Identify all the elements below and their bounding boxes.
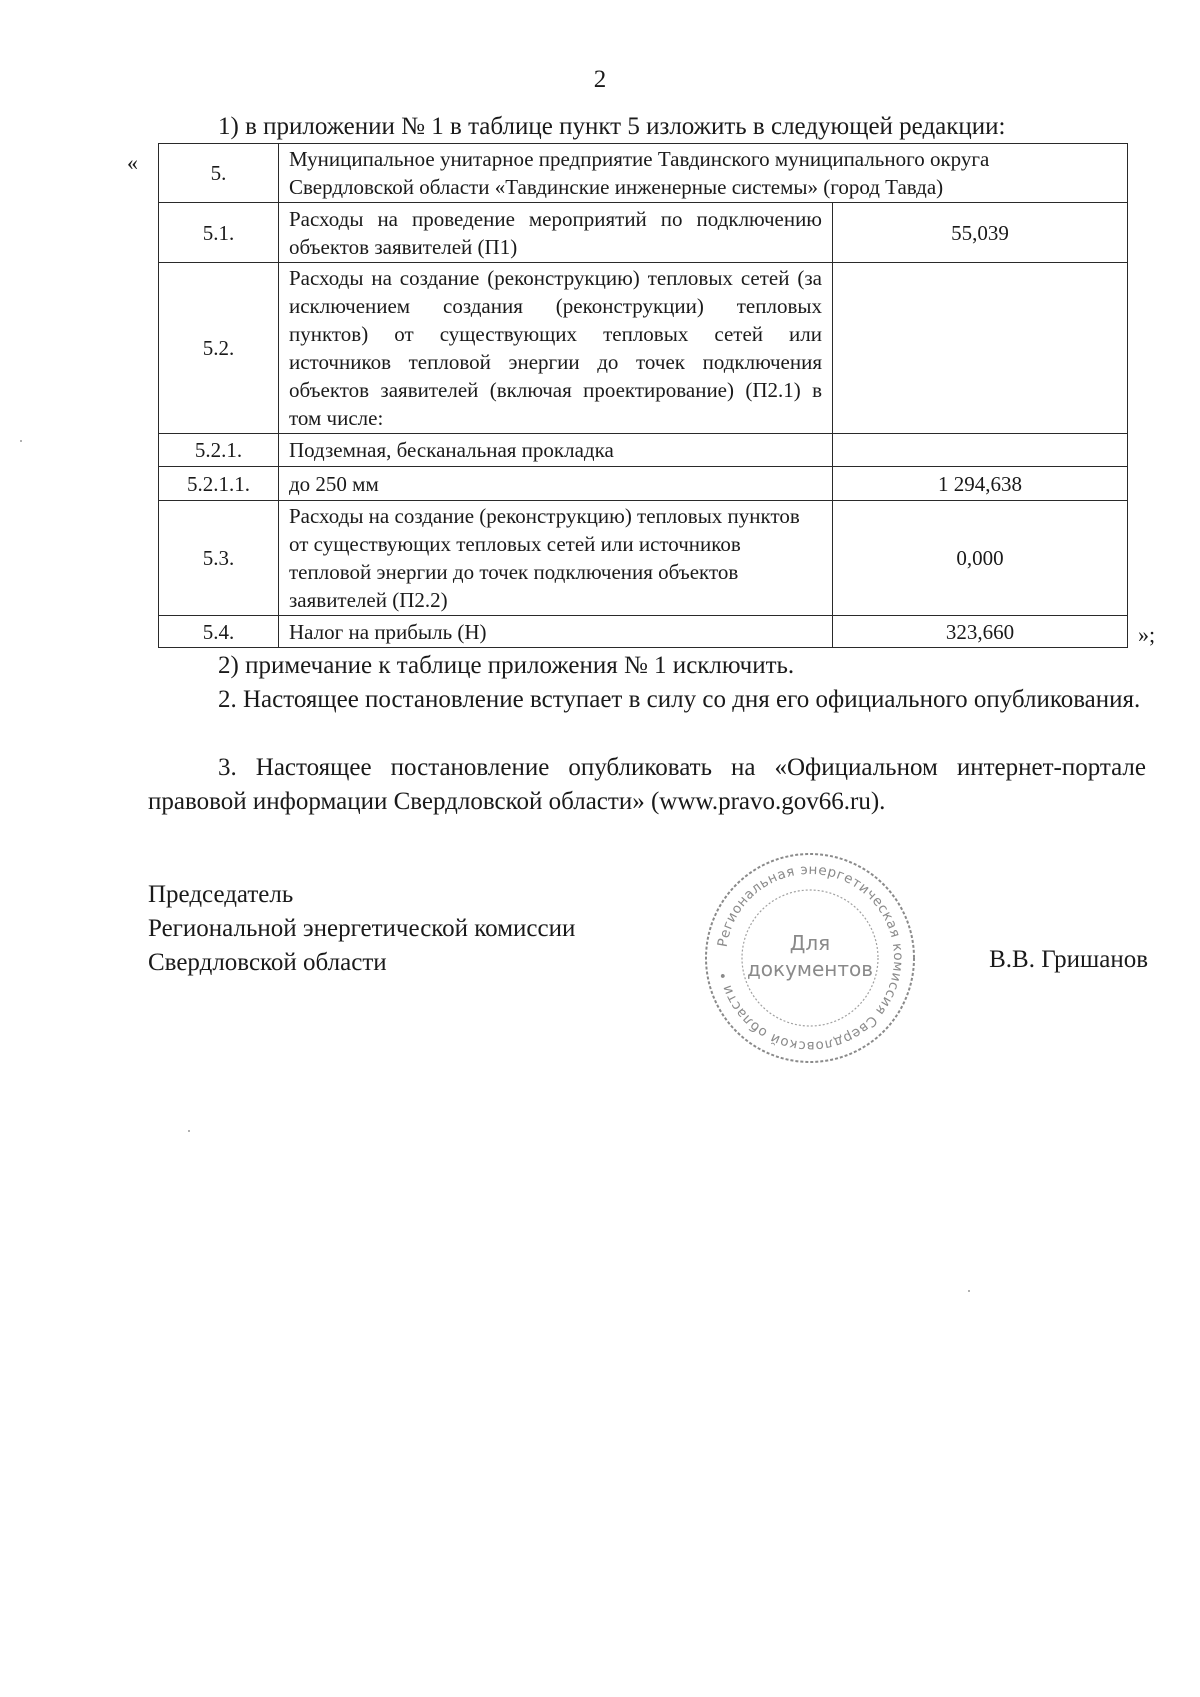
row-value: 1 294,638 — [833, 467, 1128, 501]
table-row — [159, 144, 1128, 203]
row-number: 5.4. — [159, 616, 279, 648]
row-value — [833, 263, 1128, 434]
page-number: 2 — [593, 66, 607, 93]
table-row — [159, 501, 1128, 616]
row-name: Муниципальное унитарное предприятие Тавдинского муниципального округа Свердловской области «Тавдинские инженерные системы» (город Тавда) — [279, 144, 1128, 203]
row-number: 5.3. — [159, 501, 279, 616]
scan-speck — [20, 440, 22, 442]
official-stamp — [700, 848, 920, 1068]
row-number: 5.1. — [159, 203, 279, 263]
table-row — [159, 263, 1128, 434]
table-row — [159, 616, 1128, 648]
row-name: Расходы на создание (реконструкцию) тепловых сетей (за исключением создания (реконструкции) тепловых пунктов) от существующих тепловых сетей или источников тепловой энергии до точек подключения объектов заявителей (включая проектирование) (П2.1) в том числе: — [279, 263, 833, 434]
row-number: 5.2.1. — [159, 434, 279, 467]
signatory-name: В.В. Гришанов — [989, 946, 1148, 973]
row-number: 5. — [159, 144, 279, 203]
stamp-center-line-1: Для — [789, 931, 831, 955]
table-row — [159, 467, 1128, 501]
signatory-title — [148, 878, 575, 980]
row-name: Расходы на проведение мероприятий по подключению объектов заявителей (П1) — [279, 203, 833, 263]
table-row — [159, 203, 1128, 263]
paragraph-note-removal: 2) примечание к таблице приложения № 1 исключить. — [218, 652, 795, 679]
opening-quote: « — [127, 150, 138, 175]
row-value: 323,660 — [833, 616, 1128, 648]
stamp-center-line-2: документов — [746, 957, 874, 981]
paragraph-publication: 3. Настоящее постановление опубликовать на «Официальном интернет-портале правовой информации Свердловской области» (www.pravo.gov66.ru). — [148, 754, 1146, 815]
row-name: до 250 мм — [279, 467, 833, 501]
signatory-line-3: Свердловской области — [148, 949, 387, 976]
table-row — [159, 434, 1128, 467]
signatory-line-1: Председатель — [148, 881, 294, 908]
amendment-table — [158, 143, 1128, 648]
scan-speck — [968, 1290, 970, 1292]
signatory-line-2: Региональной энергетической комиссии — [148, 915, 576, 942]
row-value: 0,000 — [833, 501, 1128, 616]
row-number: 5.2. — [159, 263, 279, 434]
amendment-intro: 1) в приложении № 1 в таблице пункт 5 изложить в следующей редакции: — [218, 113, 1006, 140]
closing-quote: »; — [1138, 622, 1156, 647]
row-name: Налог на прибыль (Н) — [279, 616, 833, 648]
row-value: 55,039 — [833, 203, 1128, 263]
row-name: Подземная, бесканальная прокладка — [279, 434, 833, 467]
row-number: 5.2.1.1. — [159, 467, 279, 501]
row-name: Расходы на создание (реконструкцию) тепловых пунктов от существующих тепловых сетей или источников тепловой энергии до точек подключения объектов заявителей (П2.2) — [279, 501, 833, 616]
paragraph-effective-date: 2. Настоящее постановление вступает в силу со дня его официального опубликования. — [218, 686, 1141, 713]
stamp-ring-text: Региональная энергетическая комиссия Свердловской области • — [714, 861, 907, 1055]
scan-speck — [188, 1130, 190, 1132]
row-value — [833, 434, 1128, 467]
